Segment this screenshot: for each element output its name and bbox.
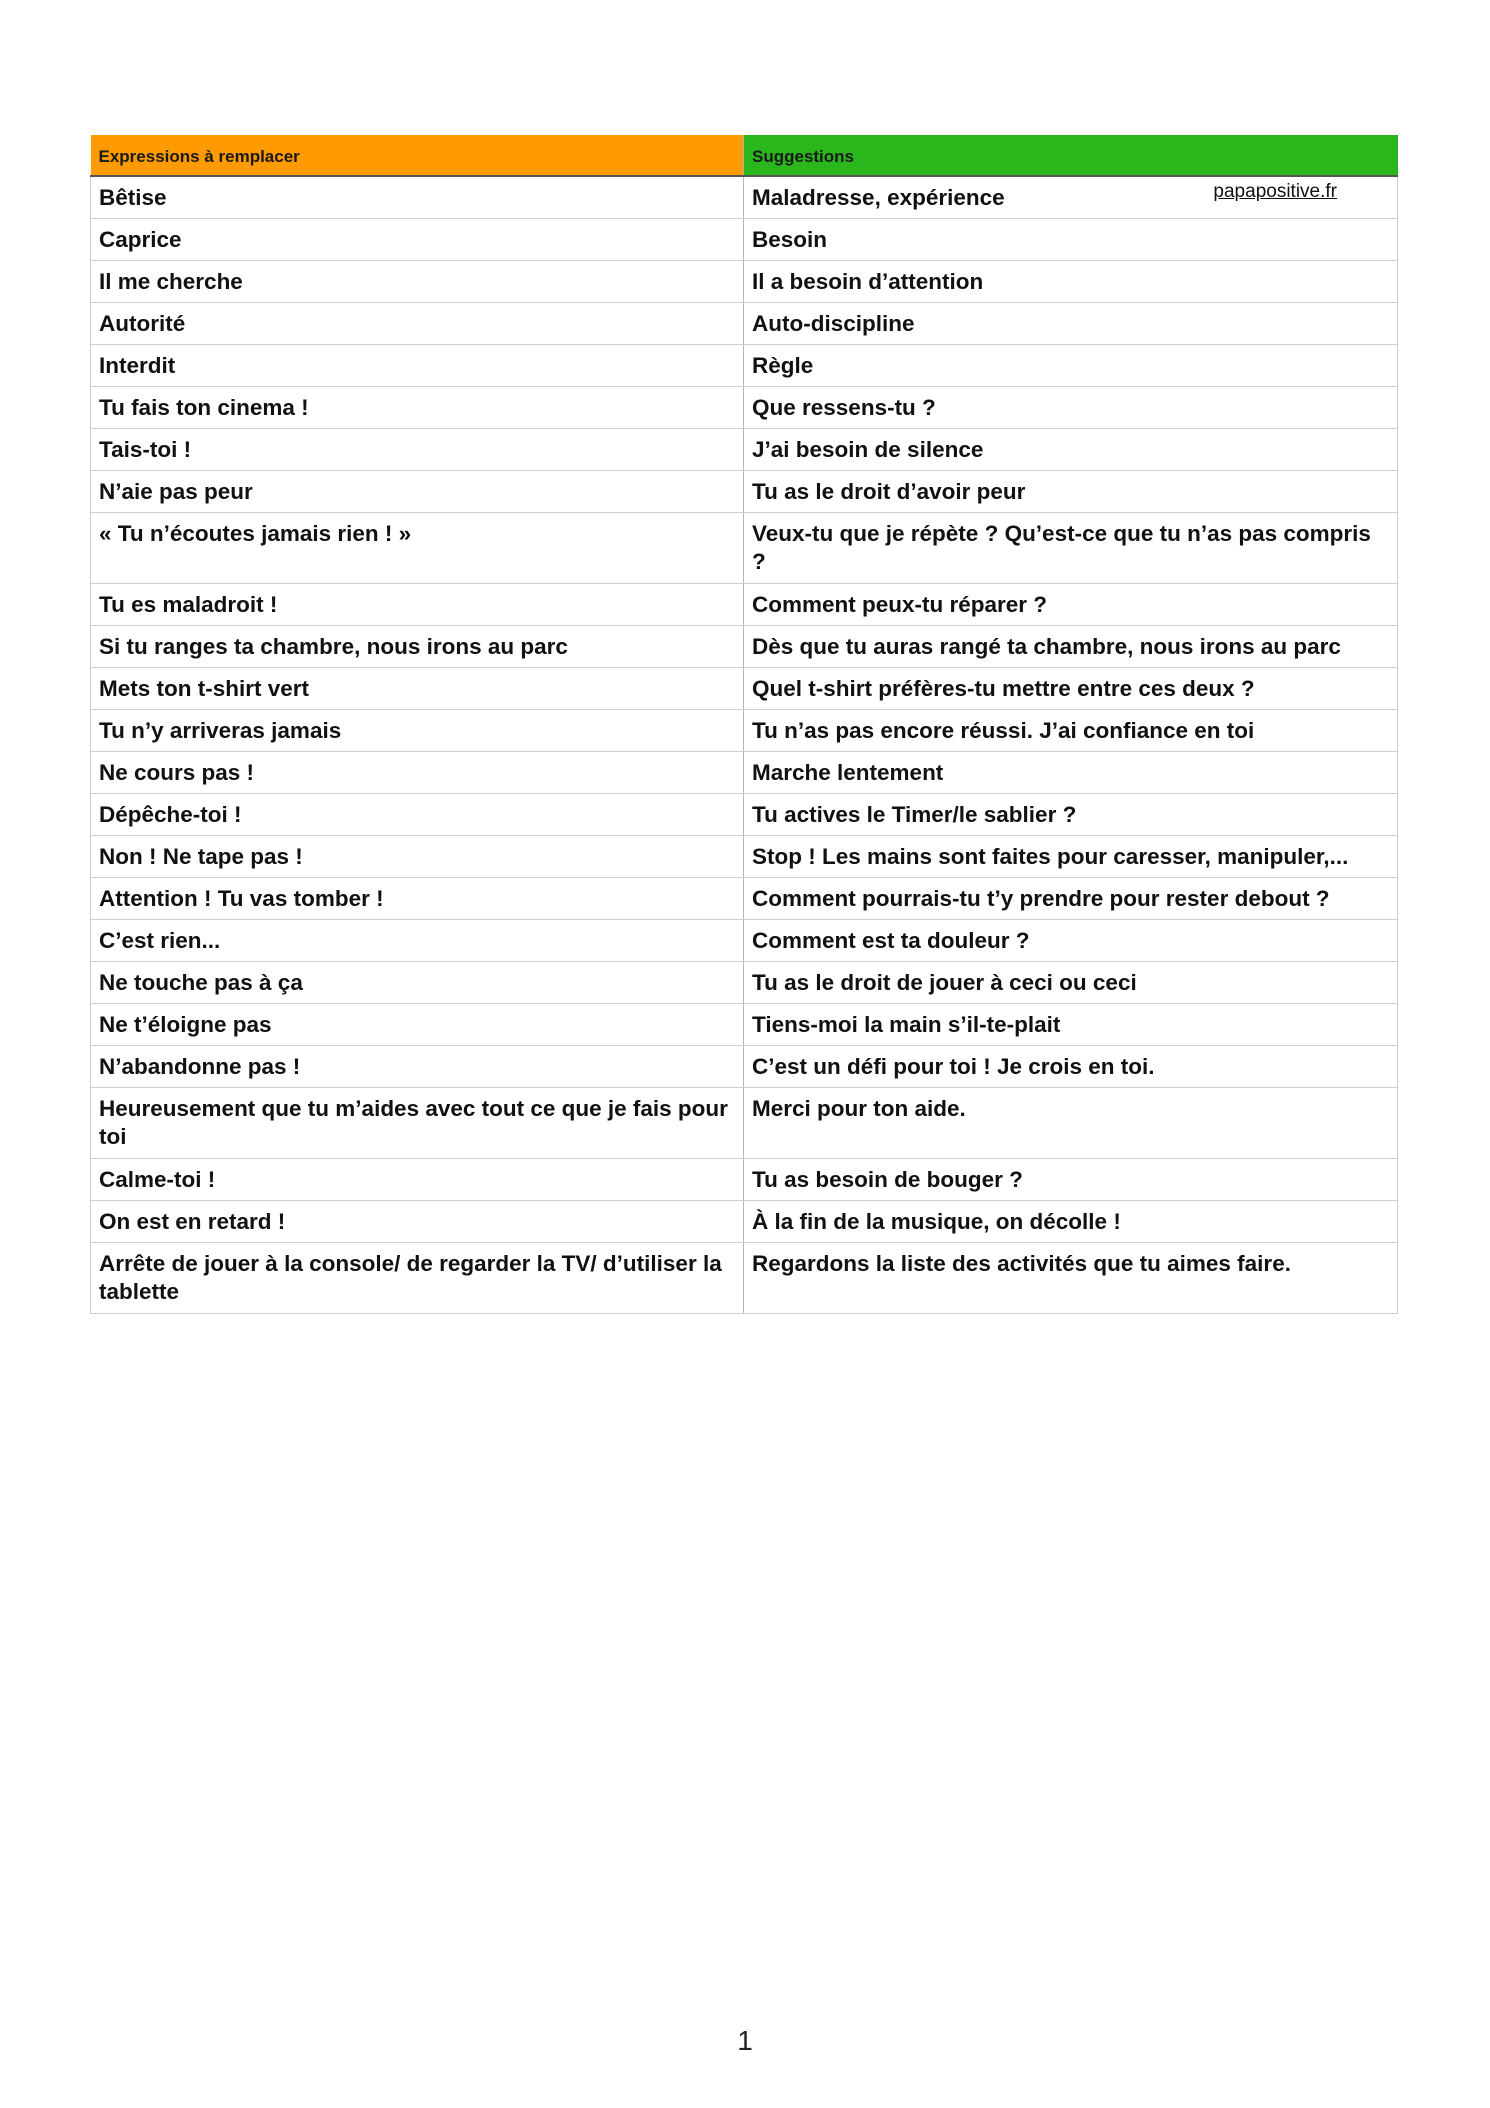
expression-cell: N’abandonne pas !	[91, 1045, 744, 1087]
table-row	[91, 625, 1398, 667]
suggestion-cell: Dès que tu auras rangé ta chambre, nous irons au parc	[744, 625, 1398, 667]
table-row	[91, 176, 1398, 218]
suggestion-cell: Tu as le droit d’avoir peur	[744, 470, 1398, 512]
table-row	[91, 877, 1398, 919]
suggestion-cell: Règle	[744, 344, 1398, 386]
expression-cell: Il me cherche	[91, 260, 744, 302]
table-row	[91, 709, 1398, 751]
table-row	[91, 1003, 1398, 1045]
suggestion-cell-with-link	[744, 176, 1398, 218]
table-row	[91, 835, 1398, 877]
expression-cell: Autorité	[91, 302, 744, 344]
expression-cell: « Tu n’écoutes jamais rien ! »	[91, 512, 744, 583]
table-header-row	[91, 135, 1398, 176]
page-number: 1	[737, 2025, 753, 2056]
expression-cell: Calme-toi !	[91, 1158, 744, 1200]
expression-cell: Heureusement que tu m’aides avec tout ce que je fais pour toi	[91, 1087, 744, 1158]
suggestion-cell: Veux-tu que je répète ? Qu’est-ce que tu n’as pas compris ?	[744, 512, 1398, 583]
expression-cell: Ne t’éloigne pas	[91, 1003, 744, 1045]
table-row	[91, 428, 1398, 470]
suggestion-cell: Comment pourrais-tu t’y prendre pour rester debout ?	[744, 877, 1398, 919]
expression-cell: Ne touche pas à ça	[91, 961, 744, 1003]
suggestion-cell: Comment peux-tu réparer ?	[744, 583, 1398, 625]
expression-cell: Ne cours pas !	[91, 751, 744, 793]
table-row	[91, 1200, 1398, 1242]
expression-cell: Caprice	[91, 218, 744, 260]
suggestion-cell: Comment est ta douleur ?	[744, 919, 1398, 961]
expression-cell: Tu es maladroit !	[91, 583, 744, 625]
suggestion-cell: Besoin	[744, 218, 1398, 260]
expression-cell: Bêtise	[91, 176, 744, 218]
expression-cell: C’est rien...	[91, 919, 744, 961]
header-expressions: Expressions à remplacer	[91, 135, 744, 176]
suggestion-cell: Quel t-shirt préfères-tu mettre entre ces deux ?	[744, 667, 1398, 709]
table-row	[91, 344, 1398, 386]
table-row	[91, 919, 1398, 961]
suggestion-cell: Auto-discipline	[744, 302, 1398, 344]
table-row	[91, 1242, 1398, 1313]
suggestion-cell: Tu as le droit de jouer à ceci ou ceci	[744, 961, 1398, 1003]
table-row	[91, 751, 1398, 793]
suggestion-cell: Marche lentement	[744, 751, 1398, 793]
expression-cell: Arrête de jouer à la console/ de regarder la TV/ d’utiliser la tablette	[91, 1242, 744, 1313]
suggestion-cell: J’ai besoin de silence	[744, 428, 1398, 470]
suggestion-cell: Merci pour ton aide.	[744, 1087, 1398, 1158]
table-row	[91, 470, 1398, 512]
expression-cell: Tu fais ton cinema !	[91, 386, 744, 428]
suggestion-cell: Il a besoin d’attention	[744, 260, 1398, 302]
header-suggestions: Suggestions	[744, 135, 1398, 176]
table-row	[91, 961, 1398, 1003]
suggestion-cell: Stop ! Les mains sont faites pour caresser, manipuler,...	[744, 835, 1398, 877]
expression-cell: Tais-toi !	[91, 428, 744, 470]
suggestion-text: Maladresse, expérience	[752, 185, 1005, 210]
table-row	[91, 1045, 1398, 1087]
table-row	[91, 583, 1398, 625]
table-row	[91, 260, 1398, 302]
table-row	[91, 1087, 1398, 1158]
expression-cell: On est en retard !	[91, 1200, 744, 1242]
site-link[interactable]: papapositive.fr	[1213, 181, 1337, 202]
expression-cell: Dépêche-toi !	[91, 793, 744, 835]
expression-cell: Si tu ranges ta chambre, nous irons au parc	[91, 625, 744, 667]
suggestion-cell: À la fin de la musique, on décolle !	[744, 1200, 1398, 1242]
table-row	[91, 302, 1398, 344]
suggestion-cell: Tiens-moi la main s’il-te-plait	[744, 1003, 1398, 1045]
table-row	[91, 1158, 1398, 1200]
table-row	[91, 218, 1398, 260]
suggestion-cell: Que ressens-tu ?	[744, 386, 1398, 428]
table-row	[91, 667, 1398, 709]
expression-cell: Tu n’y arriveras jamais	[91, 709, 744, 751]
suggestion-cell: Tu actives le Timer/le sablier ?	[744, 793, 1398, 835]
table-row	[91, 512, 1398, 583]
suggestion-cell: Tu as besoin de bouger ?	[744, 1158, 1398, 1200]
expressions-table	[90, 135, 1398, 1314]
suggestion-cell: Tu n’as pas encore réussi. J’ai confiance en toi	[744, 709, 1398, 751]
expression-cell: Interdit	[91, 344, 744, 386]
expression-cell: Mets ton t-shirt vert	[91, 667, 744, 709]
expression-cell: Attention ! Tu vas tomber !	[91, 877, 744, 919]
table-row	[91, 793, 1398, 835]
suggestion-cell: Regardons la liste des activités que tu aimes faire.	[744, 1242, 1398, 1313]
suggestion-cell: C’est un défi pour toi ! Je crois en toi.	[744, 1045, 1398, 1087]
expression-cell: N’aie pas peur	[91, 470, 744, 512]
expression-cell: Non ! Ne tape pas !	[91, 835, 744, 877]
table-row	[91, 386, 1398, 428]
